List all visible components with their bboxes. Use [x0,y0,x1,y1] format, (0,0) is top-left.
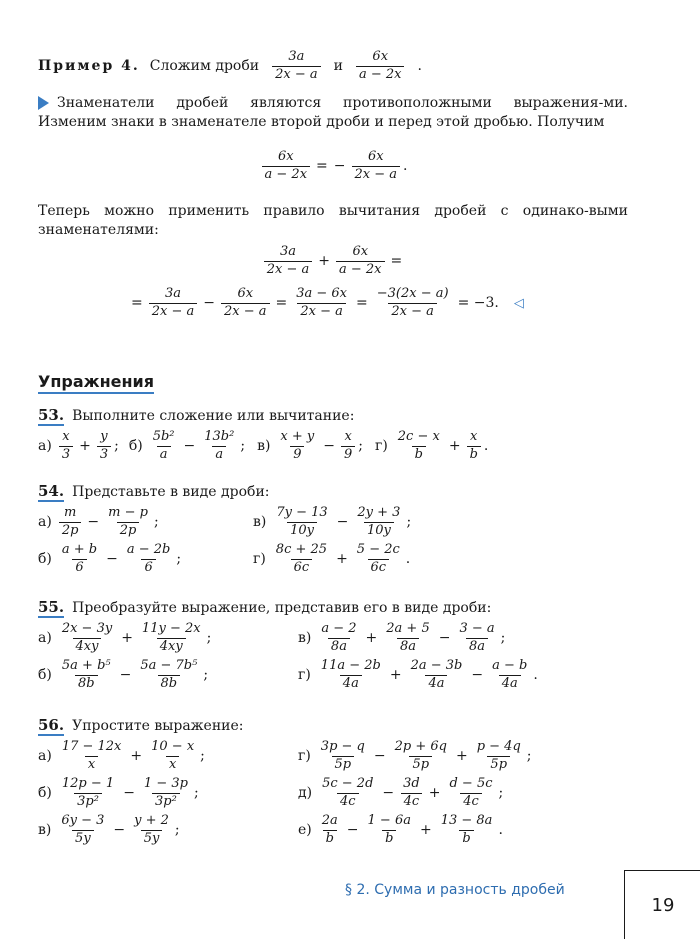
task-item: в) $\frac{x + y}{9}$ − $\frac{x}{9}$ ; [257,429,363,462]
page-number: 19 [651,894,675,916]
task-number: 54. [38,482,65,500]
task-item: г) $\frac{11a - 2b}{4a}$ + $\frac{2a - 3b}{4a}$ − $\frac{a - b}{4a}$ . [298,657,538,691]
section-heading [38,372,628,394]
solution-paragraph-1: Знаменатели дробей являются противоположными выражения-ми. Изменим знаки в знаменателе второй дроби и перед этой дробью. Получим [38,95,628,130]
example-fraction-2: $\frac{6x}{a - 2x}$ [356,50,405,83]
task-item: г) $\frac{8c + 25}{6c}$ + $\frac{5 - 2c}{6c}$ . [253,541,411,575]
task-text: Выполните сложение или вычитание: [72,408,355,424]
equation-1: $\frac{6x}{a - 2x}$ = − $\frac{6x}{2x - a}$ . [38,150,628,183]
task-item: в) $\frac{6y - 3}{5y}$ − $\frac{y + 2}{5y}$ ; [38,812,180,846]
solution-start-triangle-icon [38,96,49,110]
task-item: б) $\frac{a + b}{6}$ − $\frac{a - 2b}{6}$ ; [38,541,182,575]
example-label: Пример 4. [38,58,140,75]
task-item: г) $\frac{2c - x}{b}$ + $\frac{x}{b}$ . [374,429,489,462]
task-item: в) $\frac{7y - 13}{10y}$ − $\frac{2y + 3}{10y}$ ; [253,505,412,538]
example-fraction-1: $\frac{3a}{2x - a}$ [272,50,321,83]
task-item: а) $\frac{2x - 3y}{4xy}$ + $\frac{11y - 2x}{4xy}$ ; [38,621,212,654]
section-title: Упражнения [38,372,154,394]
page-number-box [624,870,700,939]
equation-2: $\frac{3a}{2x - a}$ + $\frac{6x}{a - 2x}$ = [38,245,628,278]
solution-paragraph-2: Теперь можно применить правило вычитания дробей с одинако-выми знаменателями: [38,203,628,238]
footer-section-title: § 2. Сумма и разность дробей [345,882,565,898]
task-item: д) $\frac{5c - 2d}{4c}$ − $\frac{3d}{4c}$ + $\frac{d - 5c}{4c}$ ; [298,775,504,809]
example-intro: Сложим дроби [149,58,260,75]
task-item: б) $\frac{\text{5a + b⁵}}{8b}$ − $\frac{\text{5a − 7b⁵}}{8b}$ ; [38,657,209,691]
task-text: Преобразуйте выражение, представив его в виде дроби: [72,600,492,616]
task-item: г) $\frac{3p - q}{5p}$ − $\frac{2p + 6q}{5p}$ + $\frac{p - 4q}{5p}$ ; [298,739,532,772]
task-item: б) $\frac{\text{5b²}}{a}$ − $\frac{\text{13b²}}{a}$ ; [128,429,246,462]
task-55 [38,598,628,692]
task-number: 56. [38,716,65,734]
task-54 [38,482,628,576]
task-text: Представьте в виде дроби: [72,484,270,500]
task-text: Упростите выражение: [72,718,244,734]
task-number: 53. [38,406,65,424]
equation-3: = $\frac{3a}{2x - a}$ − $\frac{6x}{2x - a}$ = $\frac{3a - 6x}{2x - a}$ = $\frac{-3(2x - a)}{2x - a}$ = −3. ◁ [131,286,524,319]
task-item: б) $\frac{12p - 1}{\text{3p²}}$ − $\frac{1 - 3p}{\text{3p²}}$ ; [38,775,199,809]
task-item: а) $\frac{m}{2p}$ − $\frac{m - p}{2p}$ ; [38,505,159,538]
solution-end-triangle-icon: ◁ [513,295,524,311]
task-item: в) $\frac{a - 2}{8a}$ + $\frac{2a + 5}{8a}$ − $\frac{3 - a}{8a}$ ; [298,621,506,654]
task-item: е) $\frac{2a}{b}$ − $\frac{1 - 6a}{b}$ + $\frac{13 - 8a}{b}$ . [298,812,503,846]
task-56 [38,716,628,847]
task-53-items [38,430,628,463]
task-number: 55. [38,598,65,616]
task-53 [38,406,628,463]
example-heading: Пример 4. Сложим дроби $\frac{3a}{2x - a}$ и $\frac{6x}{a - 2x}$ . [38,49,422,82]
task-item: а) $\frac{17 - 12x}{x}$ + $\frac{10 - x}{x}$ ; [38,739,205,772]
task-item: а) $\frac{x}{3}$ + $\frac{y}{3}$ ; [38,429,119,462]
